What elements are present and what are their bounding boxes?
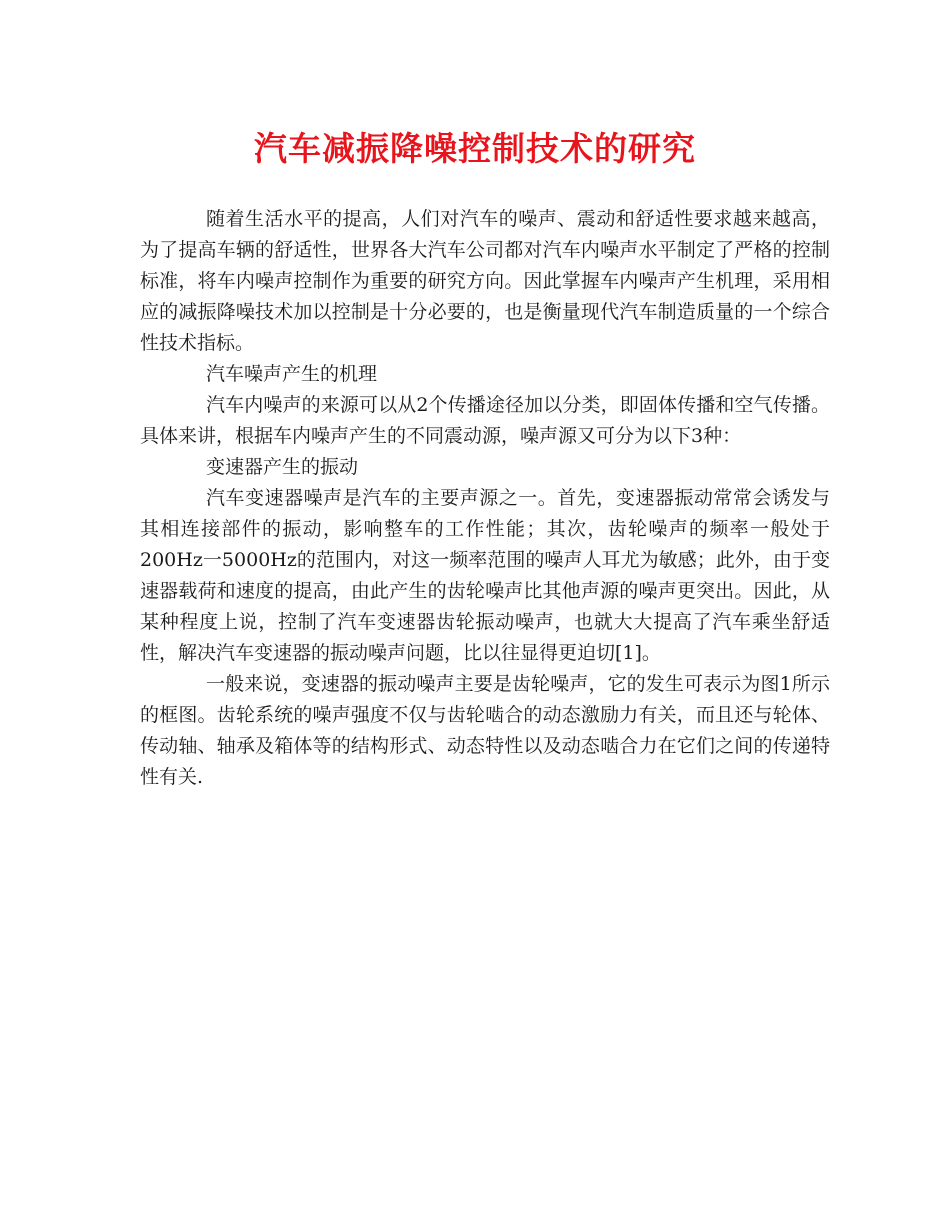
section-heading-gearbox-vibration: 变速器产生的振动 [206, 456, 359, 478]
paragraph-noise-sources: 汽车内噪声的来源可以从2个传播途径加以分类，即固体传播和空气传播。具体来讲，根据车内噪声产生的不同震动源，噪声源又可分为以下3种： [140, 394, 830, 447]
document-body [140, 204, 830, 793]
document-title: 汽车减振降噪控制技术的研究 [254, 129, 696, 168]
paragraph-gear-noise: 一般来说，变速器的振动噪声主要是齿轮噪声，它的发生可表示为图1所示的框图。齿轮系统的噪声强度不仅与齿轮啮合的动态激励力有关，而且还与轮体、传动轴、轴承及箱体等的结构形式、动态特性以及动态啮合力在它们之间的传递特性有关. [140, 673, 830, 788]
paragraph-gearbox-noise: 汽车变速器噪声是汽车的主要声源之一。首先，变速器振动常常会诱发与其相连接部件的振动，影响整车的工作性能；其次，齿轮噪声的频率一般处于200Hz一5000Hz的范围内，对这一频率范围的噪声人耳尤为敏感；此外，由于变速器载荷和速度的提高，由此产生的齿轮噪声比其他声源的噪声更突出。因此，从某种程度上说，控制了汽车变速器齿轮振动噪声，也就大大提高了汽车乘坐舒适性，解决汽车变速器的振动噪声问题，比以往显得更迫切[1]。 [140, 487, 830, 664]
paragraph-intro: 随着生活水平的提高，人们对汽车的噪声、震动和舒适性要求越来越高，为了提高车辆的舒适性，世界各大汽车公司都对汽车内噪声水平制定了严格的控制标准，将车内噪声控制作为重要的研究方向。因此掌握车内噪声产生机理，采用相应的减振降噪技术加以控制是十分必要的，也是衡量现代汽车制造质量的一个综合性技术指标。 [140, 208, 830, 354]
section-heading-mechanism: 汽车噪声产生的机理 [206, 363, 378, 385]
